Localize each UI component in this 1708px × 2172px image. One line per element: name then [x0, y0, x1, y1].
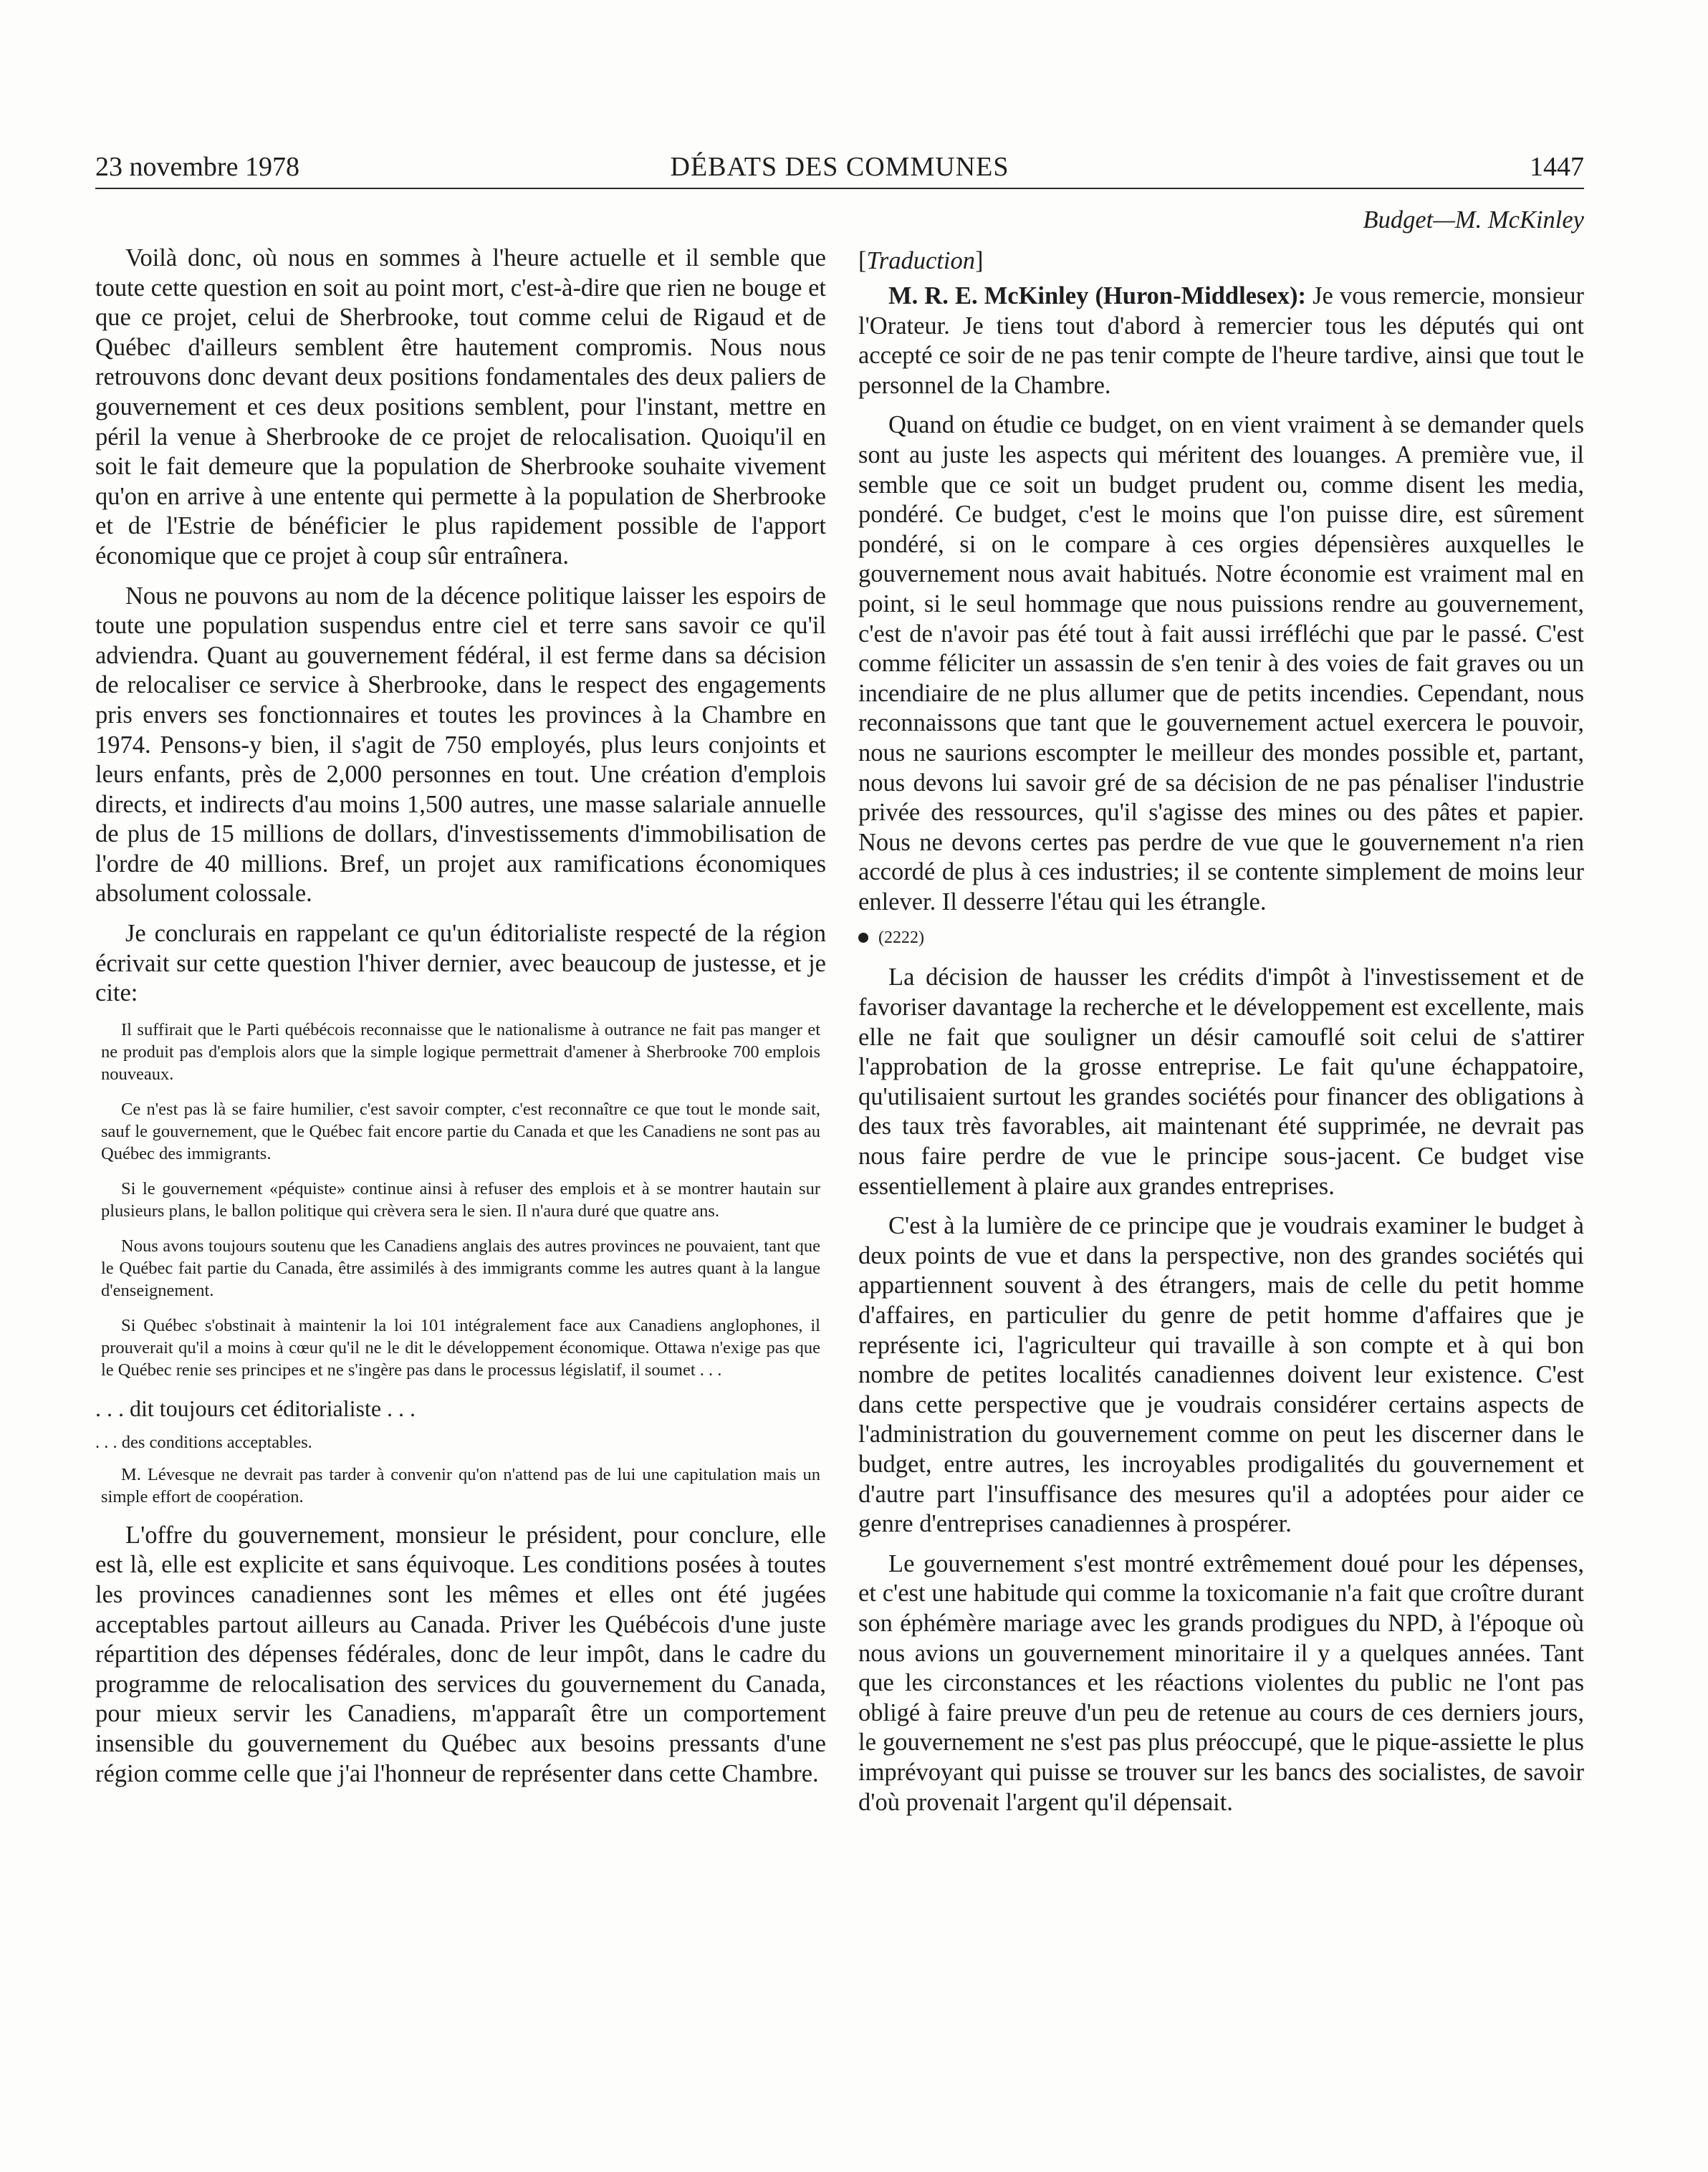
paragraph: La décision de hausser les crédits d'impôt à l'investissement et de favoriser davantage la recherche et le développement est excellente, mais elle ne fait que souligner un désir camouflé soit celui de s'attirer l'approbation de la grosse entreprise. Le fait qu'une échappatoire, qu'utilisaient surtout les grandes sociétés pour financer des obligations à des taux très favorables, ait maintenant été supprimée, ne devrait pas nous faire perdre de vue le principe sous-jacent. Ce budget vise essentiellement à plaire aux grandes entreprises. — [858, 964, 1584, 1200]
paragraph: Le gouvernement s'est montré extrêmement doué pour les dépenses, et c'est une habitude qui comme la toxicomanie n'a fait que croître durant son éphémère mariage avec les grands prodigues du NPD, à l'époque où nous avions un gouvernement minoritaire il y a quelques années. Tant que les circonstances et les réactions violentes du public ne l'ont pas obligé à faire preuve d'un peu de retenue au cours de ces derniers jours, le gouvernement ne s'est pas plus préoccupé, que le pique-assiette le plus imprévoyant qui puisse se trouver sur les bancs des socialistes, de savoir d'où provenait l'argent qu'il dépensait. — [858, 1549, 1584, 1816]
bullet-icon — [858, 933, 868, 943]
paragraph: Nous ne pouvons au nom de la décence politique laisser les espoirs de toute une population suspendus entre ciel et terre sans savoir ce qu'il adviendra. Quant au gouvernement fédéral, il est ferme dans sa décision de relocaliser ce service à Sherbrooke, dans le respect des engagements pris envers ses fonctionnaires et toutes les provinces à la Chambre en 1974. Pensons-y bien, il s'agit de 750 employés, plus leurs conjoints et leurs enfants, près de 2,000 personnes en tout. Une création d'emplois directs, et indirects d'au moins 1,500 autres, une masse salariale annuelle de plus de 15 millions de dollars, d'investissements d'immobilisation de l'ordre de 40 millions. Bref, un projet aux ramifications économiques absolument colossale. — [95, 582, 826, 908]
paragraph: Voilà donc, où nous en sommes à l'heure actuelle et il semble que toute cette question en soit au point mort, c'est-à-dire que rien ne bouge et que ce projet, celui de Sherbrooke, tout comme celui de Rigaud et de Québec d'ailleurs semblent être hautement compromis. Nous nous retrouvons donc devant deux positions fondamentales des deux paliers de gouvernement et ces deux positions semblent, pour l'instant, mettre en péril la venue à Sherbrooke de ce projet de relocalisation. Quoiqu'il en soit le fait demeure que la population de Sherbrooke souhaite vivement qu'on en arrive à une entente qui permette à la population de Sherbrooke et de l'Estrie de bénéficier le plus rapidement possible de l'apport économique que ce projet à coup sûr entraînera. — [95, 244, 826, 570]
block-quote: Ce n'est pas là se faire humilier, c'est savoir compter, c'est reconnaître ce que tout le monde sait, sauf le gouvernement, que le Québec fait encore partie du Canada et que les Canadiens ne sont pas au Québec des immigrants. — [101, 1099, 820, 1163]
paragraph: Je conclurais en rappelant ce qu'un éditorialiste respecté de la région écrivait sur cette question l'hiver dernier, avec beaucoup de justesse, et je cite: — [95, 920, 826, 1007]
block-quote: Nous avons toujours soutenu que les Canadiens anglais des autres provinces ne pouvaient, tant que le Québec fait partie du Canada, être assimilés à des immigrants comme les autres quant à la langue d'enseignement. — [101, 1236, 820, 1300]
paragraph: L'offre du gouvernement, monsieur le président, pour conclure, elle est là, elle est explicite et sans équivoque. Les conditions posées à toutes les provinces canadiennes sont les mêmes et elles ont été jugées acceptables partout ailleurs au Canada. Priver les Québécois d'une juste répartition des dépenses fédérales, donc de leur impôt, dans le cadre du programme de relocalisation des services du gouvernement du Canada, pour mieux servir les Canadiens, m'apparaît être un comportement insensible du gouvernement du Québec aux besoins pressants d'une région comme celle que j'ai l'honneur de représenter dans cette Chambre. — [95, 1521, 826, 1787]
header-date: 23 novembre 1978 — [95, 152, 299, 182]
header-rule — [95, 188, 1584, 189]
section-heading: Budget—M. McKinley — [1363, 206, 1584, 234]
block-quote: Si le gouvernement «péquiste» continue ainsi à refuser des emplois et à se montrer hautain sur plusieurs plans, le ballon politique qui crèvera sera le sien. Il n'aura duré que quatre ans. — [101, 1178, 820, 1221]
time-stamp: (2222) — [878, 928, 924, 948]
interjection: . . . dit toujours cet éditorialiste . . . — [95, 1395, 416, 1421]
block-quote: Il suffirait que le Parti québécois reconnaisse que le nationalisme à outrance ne fait pas manger et ne produit pas d'emplois alors que la simple logique permettrait d'amener à Sherbrooke 700 emplois nouveaux. — [101, 1019, 820, 1084]
block-quote: Si Québec s'obstinait à maintenir la loi 101 intégralement face aux Canadiens anglophones, il prouverait qu'il a moins à cœur qu'il ne le dit le développement économique. Ottawa n'exige pas que le Québec renie ses principes et ne s'ingère pas dans le processus législatif, il soumet . . . — [101, 1315, 820, 1380]
paragraph: C'est à la lumière de ce principe que je voudrais examiner le budget à deux points de vue et dans la perspective, non des grandes sociétés qui appartiennent souvent à des étrangers, mais de celle du petit homme d'affaires, en particulier du genre de petit homme d'affaires que je représente ici, l'agriculteur qui travaille à son compte et à qui bon nombre de petites localités canadiennes doivent leur existence. C'est dans cette perspective que je voudrais considérer certains aspects de l'administration du gouvernement comme on peut les discerner dans le budget, entre autres, les incroyables prodigalités du gouvernement et d'autre part l'insuffisance des mesures qu'il a adoptées pour aider ce genre d'entreprises canadiennes à prospérer. — [858, 1212, 1584, 1538]
left-column — [95, 244, 826, 1799]
speech-text: Je vous remercie, monsieur l'Orateur. Je tiens tout d'abord à remercier tous les députés qui ont accepté ce soir de ne pas tenir compte de l'heure tardive, ainsi que tout le personnel de la Chambre. — [858, 282, 1585, 399]
running-header — [95, 148, 1584, 186]
paragraph: Quand on étudie ce budget, on en vient vraiment à se demander quels sont au juste les aspects qui méritent des louanges. A première vue, il semble que ce soit un budget prudent ou, comme disent les media, pondéré. Ce budget, c'est le moins que l'on puisse dire, est sûrement pondéré, si on le compare à ces orgies dépensières auxquelles le gouvernement nous avait habitués. Notre économie est vraiment mal en point, si le seul hommage que nous puissions rendre au gouvernement, c'est de n'avoir pas été tout à fait aussi irréfléchi que par le passé. C'est comme féliciter un assassin de s'en tenir à des voies de fait graves ou un incendiaire de ne plus allumer que de petits incendies. Cependant, nous reconnaissons que tant que le gouvernement actuel exercera le pouvoir, nous ne saurions escompter le meilleur des mondes possible et, partant, nous devons lui savoir gré de sa décision de ne pas pénaliser l'industrie privée des ressources, qu'il s'agisse des mines ou des pâtes et papier. Nous ne devons certes pas perdre de vue que le gouvernement n'a rien accordé de plus à ces industries; il se contente simplement de moins leur enlever. Il desserre l'étau qui les étrangle. — [858, 411, 1584, 916]
translation-marker: [Traduction] — [858, 247, 984, 274]
speaker-name: M. R. E. McKinley (Huron-Middlesex): — [888, 282, 1306, 309]
paragraph — [858, 282, 1584, 400]
header-page-number: 1447 — [1530, 152, 1584, 182]
right-column — [858, 204, 1584, 1827]
header-title: DÉBATS DES COMMUNES — [670, 152, 1009, 182]
quote-continuation: . . . des conditions acceptables. — [95, 1432, 312, 1452]
block-quote: M. Lévesque ne devrait pas tarder à convenir qu'on n'attend pas de lui une capitulation mais un simple effort de coopération. — [101, 1464, 820, 1507]
time-marker — [858, 927, 1584, 948]
